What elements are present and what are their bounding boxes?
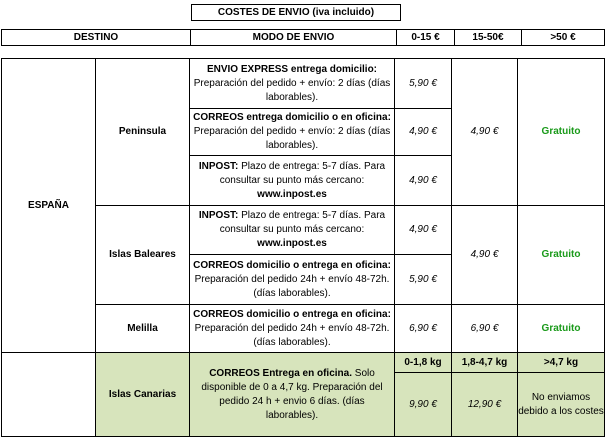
shipping-table <box>1 58 605 437</box>
price-melilla-mid: 6,90 € <box>452 305 518 353</box>
price-correos-peninsula: 4,90 € <box>395 109 452 156</box>
header-range-3: >50 € <box>522 30 605 46</box>
mode-correos-canarias <box>190 353 395 437</box>
mode-inpost-peninsula-desc: Plazo de entrega: 5-7 días. Para consultar su punto más cercano: <box>219 160 386 186</box>
price-peninsula-free: Gratuito <box>518 59 605 206</box>
mode-express <box>190 59 395 109</box>
price-melilla-free: Gratuito <box>518 305 605 353</box>
title-table <box>191 4 401 21</box>
mode-correos-baleares-title: CORREOS domicilio o entrega en oficina: <box>193 259 391 271</box>
mode-correos-melilla-desc: Preparación del pedido 24h + envío 48-72h. (días laborables). <box>194 322 390 348</box>
weight-range-1: 0-1,8 kg <box>395 353 452 373</box>
mode-correos-melilla <box>190 305 395 353</box>
mode-express-desc: Preparación del pedido + envío: 2 días (días laborables). <box>193 77 391 103</box>
header-table <box>1 29 605 46</box>
mode-correos-canarias-desc: Solo disponible de 0 a 4,7 kg. Preparación del pedido 24 h + envio 6 días. (días laborables). <box>201 367 383 421</box>
header-range-2: 15-50€ <box>455 30 522 46</box>
page-title: COSTES DE ENVIO (iva incluido) <box>192 5 401 21</box>
mode-inpost-baleares-desc: Plazo de entrega: 5-7 días. Para consultar su punto más cercano: <box>219 210 386 235</box>
mode-correos-baleares <box>190 255 395 305</box>
price-express: 5,90 € <box>395 59 452 109</box>
weight-range-3: >4,7 kg <box>518 353 605 373</box>
price-inpost-baleares: 4,90 € <box>395 206 452 255</box>
mode-correos-melilla-title: CORREOS domicilio o entrega en oficina: <box>193 308 391 320</box>
no-shipping-note: No enviamos debido a los costes <box>518 373 605 437</box>
mode-correos-canarias-title: CORREOS Entrega en oficina. <box>209 367 352 379</box>
weight-range-2: 1,8-4,7 kg <box>452 353 518 373</box>
mode-correos-peninsula-desc: Preparación del pedido + envío: 2 días (días laborables). <box>193 126 391 151</box>
header-range-1: 0-15 € <box>397 30 455 46</box>
country-cell: ESPAÑA <box>2 59 96 353</box>
price-canarias-1: 9,90 € <box>395 373 452 437</box>
price-correos-baleares: 5,90 € <box>395 255 452 305</box>
mode-correos-peninsula <box>190 109 395 156</box>
region-peninsula: Peninsula <box>96 59 190 206</box>
price-canarias-2: 12,90 € <box>452 373 518 437</box>
header-destino: DESTINO <box>2 30 191 46</box>
mode-correos-peninsula-title: CORREOS entrega domicilio o en oficina: <box>193 112 391 123</box>
region-canarias: Islas Canarias <box>96 353 190 437</box>
price-melilla: 6,90 € <box>395 305 452 353</box>
region-baleares: Islas Baleares <box>96 206 190 305</box>
header-modo: MODO DE ENVIO <box>191 30 397 46</box>
mode-express-title: ENVIO EXPRESS entrega domicilio: <box>206 63 378 75</box>
price-baleares-mid: 4,90 € <box>452 206 518 305</box>
mode-inpost-peninsula-title: INPOST: <box>198 160 239 172</box>
mode-inpost-peninsula <box>190 156 395 206</box>
mode-correos-baleares-desc: Preparación del pedido 24h + envío 48-72h. (días laborables). <box>194 273 390 299</box>
inpost-link-peninsula[interactable]: www.inpost.es <box>257 188 327 200</box>
country-spacer <box>2 353 96 437</box>
inpost-link-baleares[interactable]: www.inpost.es <box>257 238 327 249</box>
price-inpost-peninsula: 4,90 € <box>395 156 452 206</box>
price-peninsula-mid: 4,90 € <box>452 59 518 206</box>
mode-inpost-baleares <box>190 206 395 255</box>
region-melilla: Melilla <box>96 305 190 353</box>
price-baleares-free: Gratuito <box>518 206 605 305</box>
mode-inpost-baleares-title: INPOST: <box>198 210 239 221</box>
